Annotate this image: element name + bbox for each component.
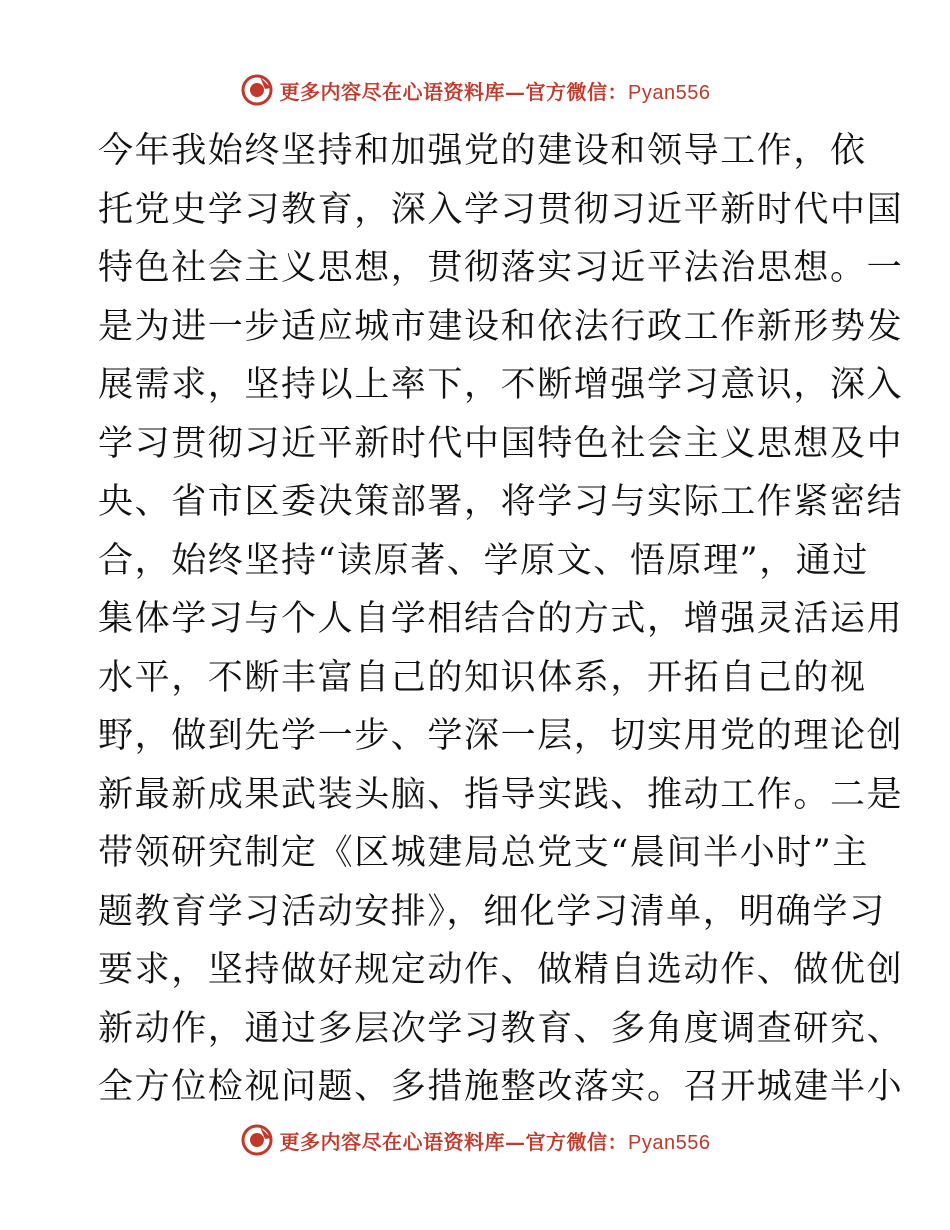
footer-watermark (0, 1120, 950, 1160)
body-line: 特色社会主义思想，贯彻落实习近平法治思想。一 (98, 248, 904, 288)
document-body (98, 122, 904, 1117)
body-line: 水平，不断丰富自己的知识体系，开拓自己的视 (98, 657, 867, 698)
body-line: 新动作，通过多层次学习教育、多角度调查研究、 (98, 1008, 904, 1049)
body-line: 合，始终坚持“读原著、学原文、悟原理”，通过 (98, 540, 869, 581)
body-line: 央、省市区委决策部署，将学习与实际工作紧密结 (98, 482, 904, 522)
header-watermark (0, 70, 950, 110)
watermark-label: 更多内容尽在心语资料库—官方微信： (279, 79, 629, 104)
watermark-wechat-id: Pyan556 (628, 1131, 711, 1154)
body-line: 今年我始终坚持和加强党的建设和领导工作，依 (98, 131, 867, 171)
body-line: 集体学习与个人自学相结合的方式，增强灵活运用 (98, 599, 904, 639)
watermark-text (280, 76, 711, 105)
body-line: 题教育学习活动安排》，细化学习清单，明确学习 (98, 891, 886, 932)
watermark-wechat-id: Pyan556 (628, 81, 711, 104)
brand-logo-icon (240, 73, 274, 107)
body-line: 野，做到先学一步、学深一层，切实用党的理论创 (98, 716, 904, 756)
body-line: 学习贯彻习近平新时代中国特色社会主义思想及中 (98, 423, 904, 464)
watermark-text (280, 1126, 711, 1155)
body-line: 全方位检视问题、多措施整改落实。召开城建半小 (98, 1067, 904, 1107)
body-line: 带领研究制定《区城建局总党支“晨间半小时”主 (98, 833, 869, 873)
body-line: 展需求，坚持以上率下，不断增强学习意识，深入 (98, 365, 904, 405)
body-line: 新最新成果武装头脑、指导实践、推动工作。二是 (98, 774, 904, 815)
watermark-label: 更多内容尽在心语资料库—官方微信： (279, 1129, 629, 1154)
brand-logo-icon (240, 1123, 274, 1157)
body-line: 要求，坚持做好规定动作、做精自选动作、做优创 (98, 950, 904, 990)
body-line: 是为进一步适应城市建设和依法行政工作新形势发 (98, 306, 904, 347)
body-line: 托党史学习教育，深入学习贯彻习近平新时代中国 (98, 189, 904, 230)
